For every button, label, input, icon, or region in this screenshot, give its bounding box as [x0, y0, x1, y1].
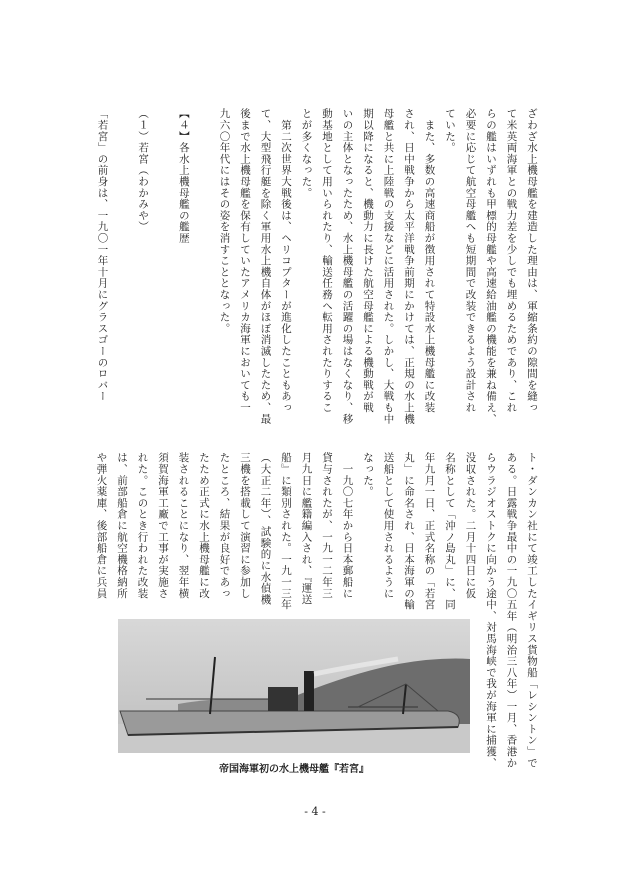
text-column: され、日中戦争から太平洋戦争前期にかけては、正規の水上機	[403, 108, 415, 425]
text-column: 三機を搭載して演習に参加し	[239, 452, 251, 599]
text-column: 年九月一日、正式名称の「若宮	[423, 452, 436, 611]
text-column: （大正二年）、試験的に水偵機	[259, 452, 272, 605]
text-column: （１）若宮（わかみや）	[137, 108, 150, 233]
text-column: ある。日露戦争最中の一九〇五年（明治三八年）一月、香港か	[505, 452, 518, 769]
text-column: 動基地として用いられたり、輸送任務へ転用されたりするこ	[321, 108, 333, 414]
text-column: とが多くなった。	[300, 108, 313, 199]
text-column: 貸与されたが、一九一二年三	[321, 452, 333, 599]
text-column: 没収された。二月十四日に仮	[464, 452, 477, 599]
text-column: 装されることになり、翌年横	[177, 452, 190, 599]
text-column: 船』に類別された。一九一三年	[280, 452, 292, 611]
text-column: また、多数の高速商船が徴用されて特設水上機母艦に改装	[423, 108, 436, 414]
text-column: 名称として「沖ノ島丸」に、同	[444, 452, 456, 611]
text-column: て、大型飛行艇を除く軍用水上機自体がほぼ消滅したため、最	[259, 108, 272, 425]
text-column: なった。	[362, 452, 374, 498]
text-column: や弾火薬庫、後部船倉に兵員	[95, 452, 108, 599]
text-column: 【４】各水上機母艦の艦歴	[177, 108, 190, 244]
text-column: 九六〇年代にはその姿を消すこととなった。	[218, 108, 231, 334]
text-column: ざわざ水上機母艦を建造した理由は、軍縮条約の隙間を縫っ	[526, 108, 538, 414]
text-column: 母艦と共に上陸戦の支援などに活用された。しかし、大戦も中	[382, 108, 395, 425]
text-column: 月九日に艦籍編入され、『運送	[300, 452, 313, 605]
text-column: 須賀海軍工廠で工事が実施さ	[157, 452, 169, 599]
text-column: 一九〇七年から日本郵船に	[341, 452, 354, 599]
text-column: 後まで水上機母艦を保有していたアメリカ海軍においても一	[239, 108, 251, 414]
ship-photo	[118, 619, 470, 753]
text-column: 期以降になると、機動力に長けた航空母艦による機動戦が戦	[362, 108, 374, 414]
text-column: 必要に応じて航空母艦へも短期間で改装できるよう設計され	[464, 108, 477, 414]
text-column: て米英両海軍との戦力差を少しでも埋めるためであり、これ	[505, 108, 518, 414]
photo-caption: 帝国海軍初の水上機母艦『若宮』	[219, 764, 369, 775]
text-column: たところ、結果が良好であっ	[218, 452, 231, 599]
text-column: いの主体となったため、水上機母艦の活躍の場はなくなり、移	[341, 108, 354, 425]
page-number: - 4 -	[304, 805, 326, 818]
text-column: 丸」に命名され、日本海軍の輸	[403, 452, 415, 611]
text-column: れた。このとき行われた改装	[136, 452, 149, 599]
text-column: は、前部船倉に航空機格納所	[116, 452, 128, 599]
text-column: 「若宮」の前身は、一九〇一年十月にグラスゴーのロバー	[96, 108, 109, 402]
upper-text-block	[92, 108, 542, 430]
text-column: 第二次世界大戦後は、ヘリコプターが進化したこともあっ	[280, 108, 292, 414]
text-column: たため正式に水上機母艦に改	[198, 452, 210, 599]
text-column: ていた。	[444, 108, 456, 154]
text-column: らウラジオストクに向かう途中、対馬海峡で我が海軍に捕獲、	[485, 452, 497, 769]
text-column: 送船として使用されるように	[382, 452, 395, 599]
text-column: ト・ダンカン社にて竣工したイギリス貨物船「レシントン」で	[526, 452, 538, 769]
text-column: らの艦はいずれも甲標的母艦や高速給油艦の機能を兼ね備え、	[485, 108, 497, 425]
